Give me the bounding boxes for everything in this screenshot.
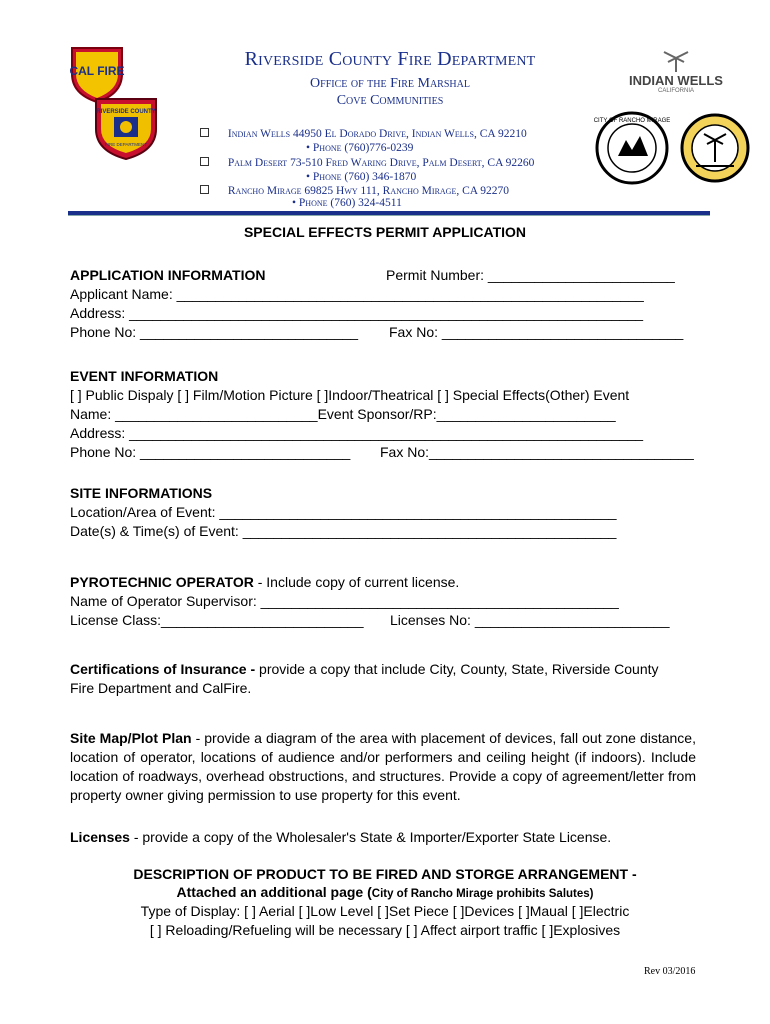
rancho-salute-note: City of Rancho Mirage prohibits Salutes) [371, 888, 594, 900]
palm-desert-seal [680, 110, 750, 186]
office-address: Rancho Mirage 69825 Hwy 111, Rancho Mirage, CA 92270 [227, 185, 510, 197]
office-rancho-mirage [200, 185, 509, 197]
event-phone-field[interactable]: Phone No: ___________________________ [70, 444, 351, 460]
office-address: Indian Wells 44950 El Dorado Drive, Indian Wells, CA 92210 [227, 128, 527, 140]
date-time-field[interactable]: Date(s) & Time(s) of Event: ________________________________________________ [70, 523, 617, 539]
permit-number-field[interactable]: Permit Number: ________________________ [386, 267, 675, 283]
license-class-field[interactable]: License Class:__________________________ [70, 612, 364, 628]
riverside-seal-text: RIVERSIDE COUNTY [96, 109, 156, 115]
operator-supervisor-field[interactable]: Name of Operator Supervisor: ______________________________________________ [70, 593, 619, 609]
operator-heading [70, 574, 459, 590]
description-heading: DESCRIPTION OF PRODUCT TO BE FIRED AND STORGE ARRANGEMENT - [133, 866, 637, 882]
applicant-name-field[interactable]: Applicant Name: ____________________________________________________________ [70, 286, 644, 302]
insurance-label: Certifications of Insurance - [70, 661, 256, 677]
description-subheading-text: Attached an additional page ( [176, 884, 372, 900]
riverside-seal-subtext: FIRE DEPARTMENT [104, 142, 148, 147]
office-address: Palm Desert 73-510 Fred Waring Drive, Palm Desert, CA 92260 [227, 157, 535, 169]
office-phone: • Phone (760) 324-4511 [292, 197, 402, 209]
cove-subtitle: Cove Communities [336, 93, 444, 108]
checkbox-icon [200, 128, 209, 137]
indian-wells-logo-text: INDIAN WELLS [629, 73, 723, 88]
indian-wells-logo [620, 50, 732, 94]
insurance-text: provide a copy that include City, County, State, Riverside County Fire Department and CalFire. [70, 661, 659, 696]
rancho-seal-text: CITY OF RANCHO MIRAGE [594, 118, 670, 124]
event-type-options[interactable]: [ ] Public Dispaly [ ] Film/Motion Picture [ ]Indoor/Theatrical [ ] Special Effects(Other) Event [70, 387, 630, 403]
operator-heading-note: - Include copy of current license. [253, 574, 460, 590]
form-title: SPECIAL EFFECTS PERMIT APPLICATION [243, 224, 527, 240]
event-info-heading: EVENT INFORMATION [70, 368, 219, 384]
office-phone: • Phone (760) 346-1870 [306, 171, 417, 183]
office-subtitle: Office of the Fire Marshal [310, 76, 470, 91]
indian-wells-logo-sub: CALIFORNIA [657, 88, 694, 94]
office-indian-wells [200, 128, 527, 140]
licenses-no-field[interactable]: Licenses No: _________________________ [390, 612, 670, 628]
event-fax-field[interactable]: Fax No:__________________________________ [380, 444, 694, 460]
revision-label: Rev 03/2016 [644, 966, 696, 977]
office-palm-desert [200, 157, 534, 169]
location-field[interactable]: Location/Area of Event: ___________________________________________________ [70, 504, 617, 520]
department-title: Riverside County Fire Department [244, 48, 536, 70]
site-info-heading: SITE INFORMATIONS [70, 485, 213, 501]
display-type-options[interactable]: Type of Display: [ ] Aerial [ ]Low Level [ ]Set Piece [ ]Devices [ ]Maual [ ]Electric [140, 903, 630, 919]
description-subheading [0, 884, 770, 900]
event-name-field[interactable]: Name: __________________________Event Sponsor/RP:_______________________ [70, 406, 616, 422]
licenses-paragraph [70, 828, 696, 847]
site-map-text: - provide a diagram of the area with placement of devices, fall out zone distance, location of operator, locations of audience and/or performers and ceiling height (if indoors). Include location of roadways, overhead obstructions, and structures. Provide a copy of agreement/letter from property owner giving permission to use property for this event. [70, 730, 696, 803]
checkbox-icon [200, 185, 209, 194]
office-phone: • Phone (760)776-0239 [306, 142, 414, 154]
licenses-text: - provide a copy of the Wholesaler's State & Importer/Exporter State License. [129, 829, 612, 845]
application-info-heading: APPLICATION INFORMATION [70, 267, 266, 283]
site-map-paragraph [70, 729, 696, 805]
site-map-label: Site Map/Plot Plan [70, 730, 192, 746]
additional-options[interactable]: [ ] Reloading/Refueling will be necessary [ ] Affect airport traffic [ ]Explosives [149, 922, 621, 938]
address-field[interactable]: Address: __________________________________________________________________ [70, 305, 644, 321]
operator-heading-label: PYROTECHNIC OPERATOR [70, 574, 254, 590]
phone-field[interactable]: Phone No: ____________________________ [70, 324, 359, 340]
fax-field[interactable]: Fax No: _______________________________ [389, 324, 684, 340]
header-divider [68, 211, 710, 216]
licenses-label: Licenses [70, 829, 130, 845]
calfire-logo-text: CAL FIRE [69, 64, 125, 78]
palm-icon [656, 50, 696, 72]
rancho-mirage-seal [594, 110, 670, 186]
event-address-field[interactable]: Address: __________________________________________________________________ [70, 425, 644, 441]
checkbox-icon [200, 157, 209, 166]
insurance-paragraph [70, 660, 670, 698]
